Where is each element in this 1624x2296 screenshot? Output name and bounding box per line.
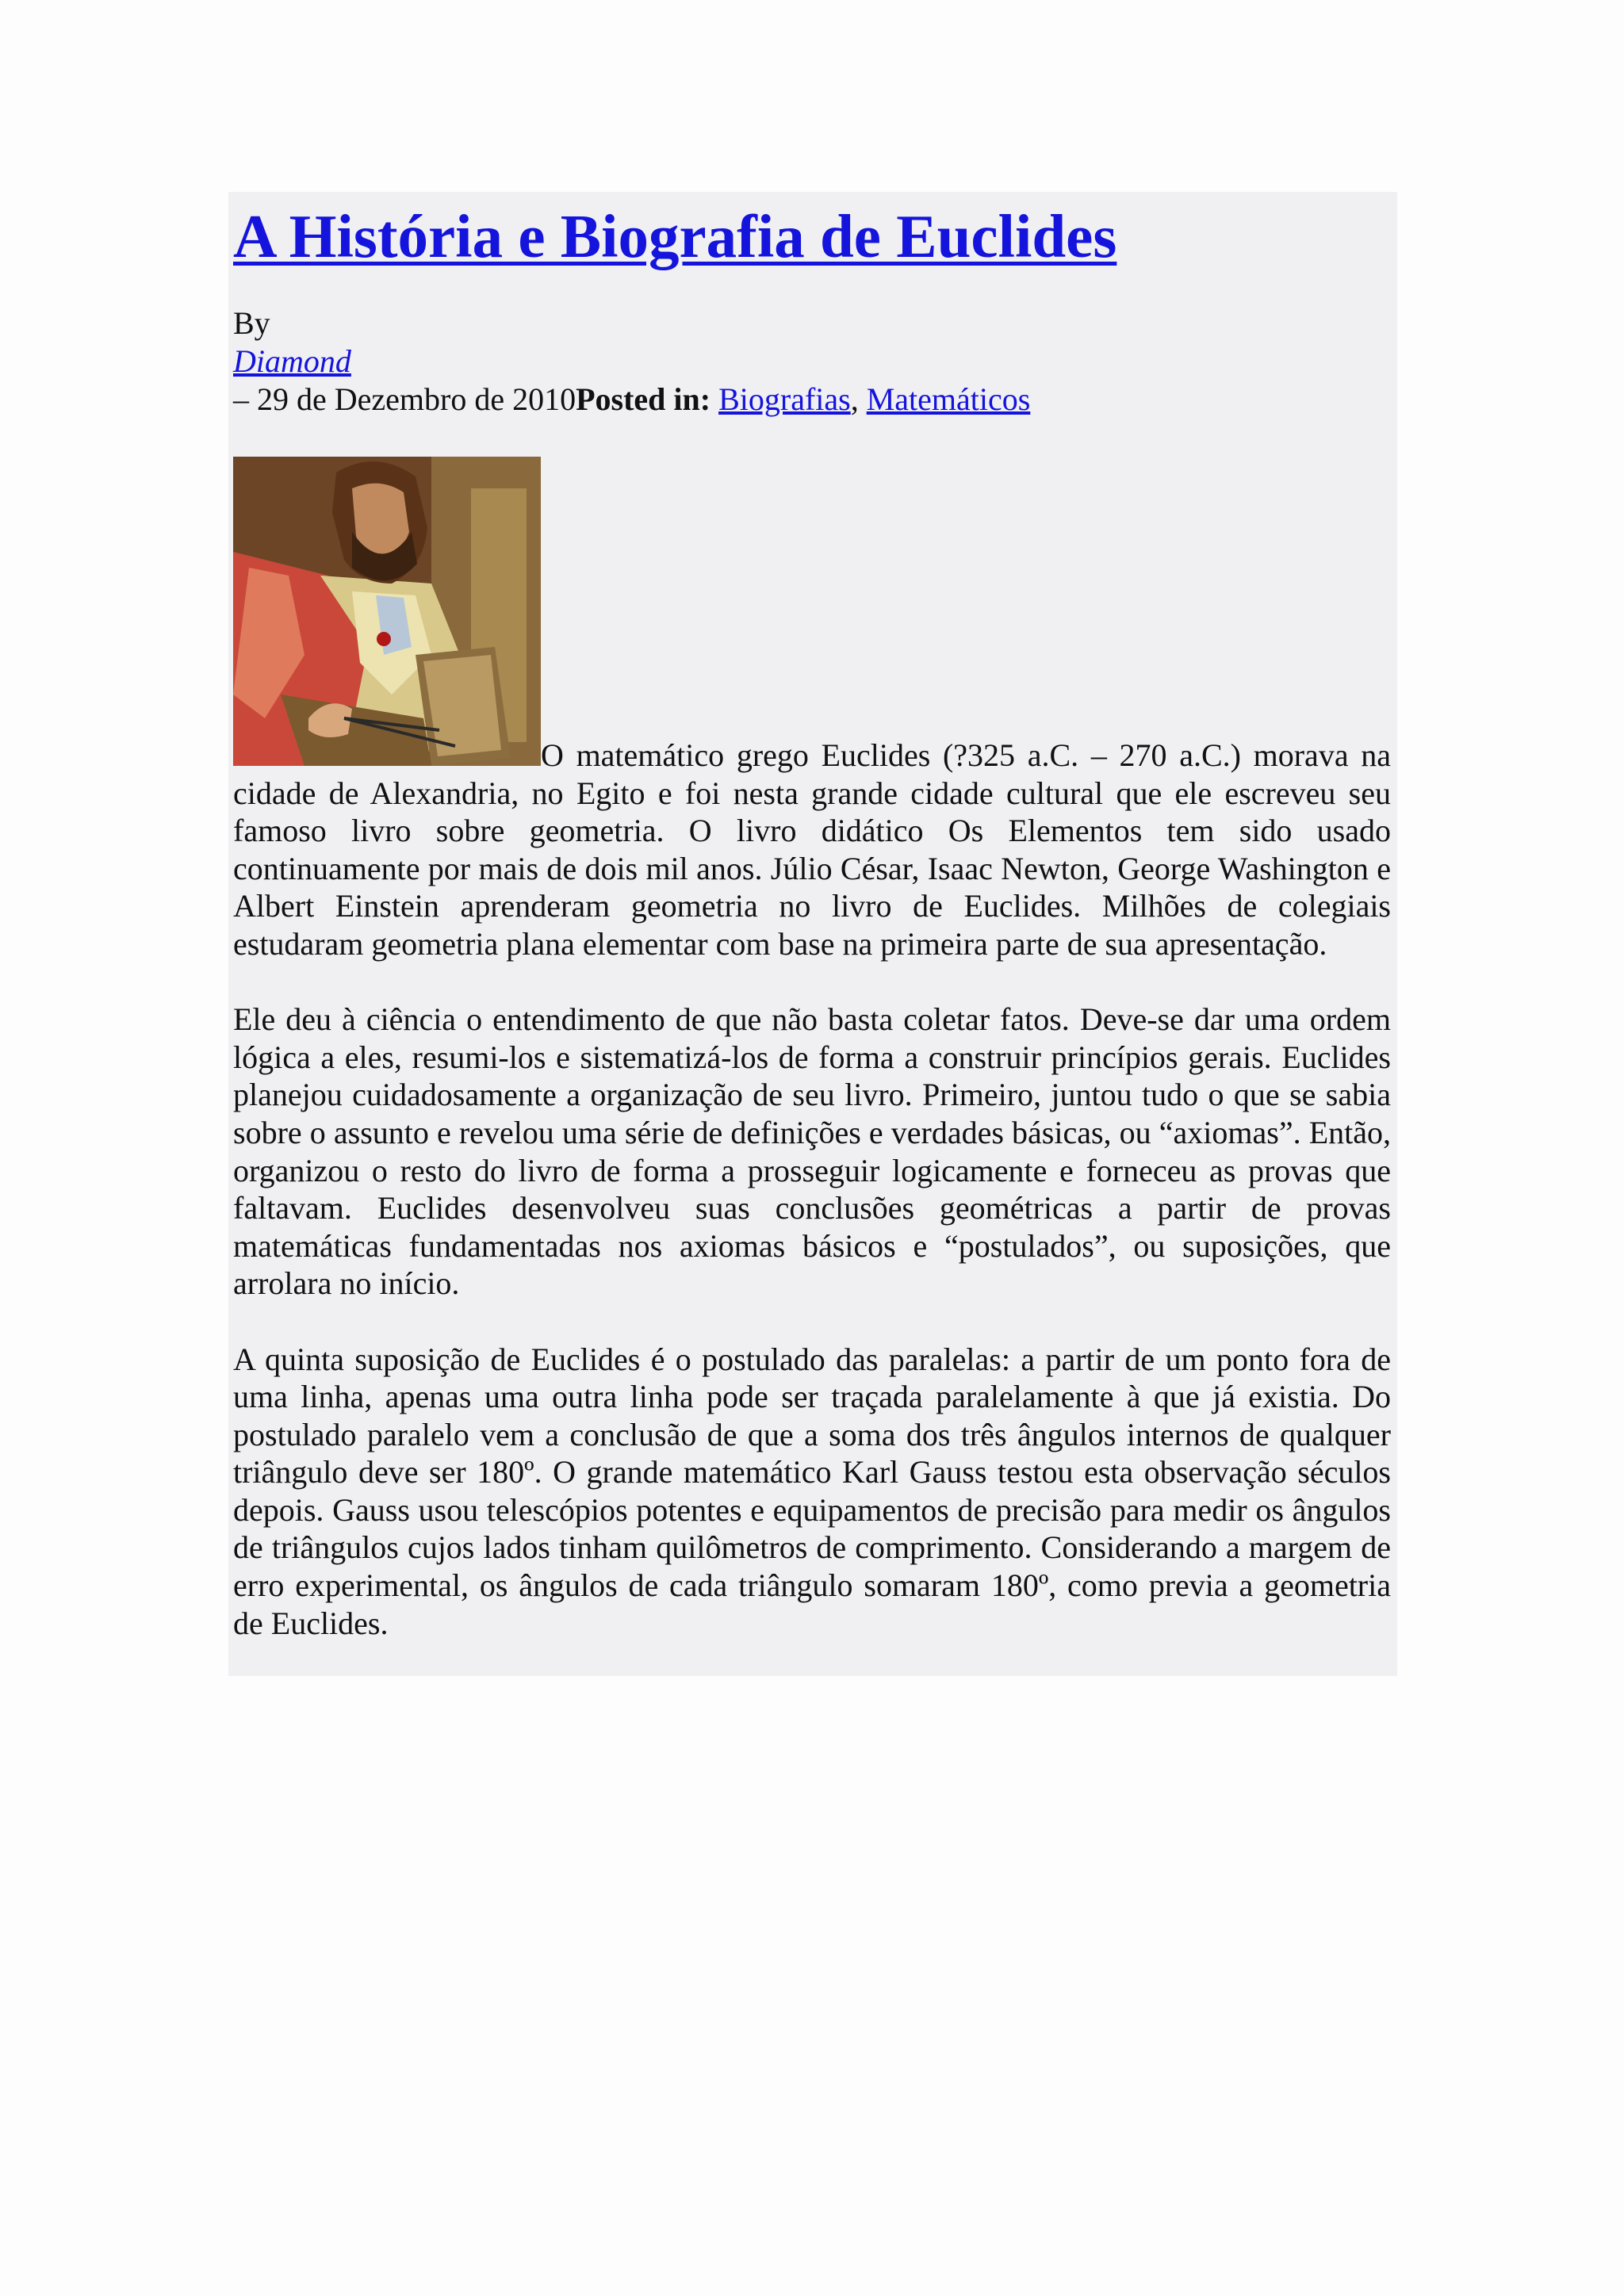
category-link-matematicos[interactable]: Matemáticos [866, 381, 1031, 417]
paragraph-1-text: O matemático grego Euclides (?325 a.C. – 270 a.C.) morava na cidade de Alexandria, no Egito e foi nesta grande cidade cultural que ele escreveu seu famoso livro sobre geometria. O livro didático Os Elementos tem sido usado continuamente por mais de dois mil anos. Júlio César, Isaac Newton, George Washington e Albert Einstein aprenderam geometria no livro de Euclides. Milhões de colegiais estudaram geometria plana elementar com base na primeira parte de sua apresentação. [233, 737, 1391, 962]
author-link[interactable]: Diamond [233, 343, 351, 379]
portrait-illustration [233, 457, 541, 766]
by-label: By [233, 305, 270, 341]
article-body [233, 457, 1391, 1680]
category-link-biografias[interactable]: Biografias [718, 381, 851, 417]
article-meta [233, 304, 1391, 419]
article-container [228, 192, 1397, 1676]
post-date: – 29 de Dezembro de 2010 [233, 381, 576, 417]
euclides-portrait-image [233, 457, 541, 766]
date-and-categories [233, 381, 1391, 419]
paragraph-3: A quinta suposição de Euclides é o postulado das paralelas: a partir de um ponto fora de uma linha, apenas uma outra linha pode ser traçada paralelamente à que já existia. Do postulado paralelo vem a conclusão de que a soma dos três ângulos internos de qualquer triângulo deve ser 180º. O grande matemático Karl Gauss testou esta observação séculos depois. Gauss usou telescópios potentes e equipamentos de precisão para medir os ângulos de triângulos cujos lados tinham quilômetros de comprimento. Considerando a margem de erro experimental, os ângulos de cada triângulo somaram 180º, como previa a geometria de Euclides. [233, 1341, 1391, 1641]
posted-in-label: Posted in: [576, 381, 711, 417]
paragraph-1 [233, 457, 1391, 963]
paragraph-2: Ele deu à ciência o entendimento de que não basta coletar fatos. Deve-se dar uma ordem lógica a eles, resumi-los e sistematizá-los de forma a construir princípios gerais. Euclides planejou cuidadosamente a organização de seu livro. Primeiro, juntou tudo o que se sabia sobre o assunto e revelou uma série de definições e verdades básicas, ou “axiomas”. Então, organizou o resto do livro de forma a prosseguir logicamente e forneceu as provas que faltavam. Euclides desenvolveu suas conclusões geométricas a partir de provas matemáticas fundamentadas nos axiomas básicos e “postulados”, ou suposições, que arrolara no início. [233, 1001, 1391, 1302]
category-separator: , [850, 381, 867, 417]
article-title-link[interactable]: A História e Biografia de Euclides [233, 202, 1117, 270]
